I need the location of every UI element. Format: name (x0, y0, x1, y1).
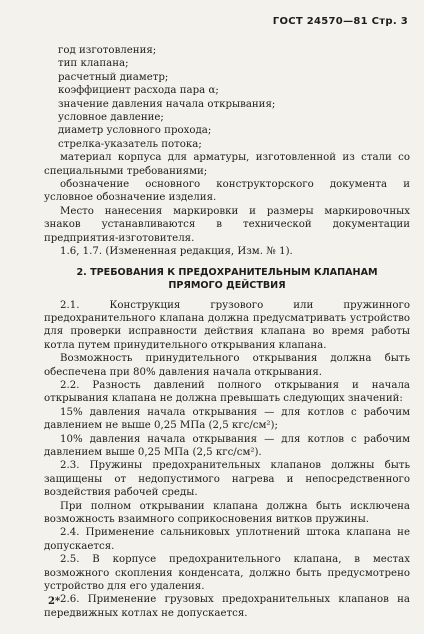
page-footer-mark: 2* (48, 596, 61, 607)
paragraph-2-6: 2.6. Применение грузовых предохранительных клапанов на передвижных котлах не допускается. (44, 594, 410, 619)
list-item: условное давление; (58, 112, 164, 124)
list-item: год изготовления; (58, 45, 157, 56)
list-item: стрелка-указатель потока; (58, 138, 202, 150)
revision-note: 1.6, 1.7. (Измененная редакция, Изм. № 1). (60, 246, 293, 258)
paragraph-2-2a: 15% давления начала открывания — для котлов с рабочим давлением не выше 0,25 МПа (2,5 кгс/см²); (44, 406, 410, 432)
list-item: значение давления начала открывания; (58, 98, 276, 110)
list-item: коэффициент расхода пара α; (58, 85, 219, 97)
list-item: диаметр условного прохода; (58, 125, 212, 137)
list-item: материал корпуса для арматуры, изготовленной из стали со специальными требованиями; (44, 152, 410, 177)
paragraph-marking: Место нанесения маркировки и размеры маркировочных знаков устанавливаются в технической документации предприятия-изготовителя. (44, 205, 410, 244)
paragraph-2-1: 2.1. Конструкция грузового или пружинного предохранительного клапана должна предусматривать устройство для проверки исправности действия клапана во время работы котла путем принудительного открывания клапана. (44, 299, 410, 351)
paragraph-2-3: 2.3. Пружины предохранительных клапанов должны быть защищены от недопустимого нагрева и непосредственного воздействия рабочей среды. (44, 460, 410, 499)
list-item: обозначение основного конструкторского документа и условное обозначение изделия. (44, 179, 410, 204)
paragraph-2-2: 2.2. Разность давлений полного открывания и начала открывания клапана не должна превышать следующих значений: (44, 379, 410, 405)
paragraph-2-3b: При полном открывании клапана должна быть исключена возможность взаимного соприкосновения витков пружины. (44, 500, 410, 525)
paragraph-2-1b: Возможность принудительного открывания должна быть обеспечена при 80% давления начала открывания. (44, 353, 410, 378)
list-item: тип клапана; (58, 58, 129, 70)
paragraph-2-5: 2.5. В корпусе предохранительного клапана, в местах возможного скопления конденсата, должно быть предусмотрено устройство для его удаления. (44, 554, 410, 593)
page-header: ГОСТ 24570—81 Стр. 3 (272, 16, 408, 27)
marking-list (44, 44, 410, 205)
paragraph-2-4: 2.4. Применение сальниковых уплотнений штока клапана не допускается. (44, 527, 410, 552)
section-title: 2. ТРЕБОВАНИЯ К ПРЕДОХРАНИТЕЛЬНЫМ КЛАПАНАМ ПРЯМОГО ДЕЙСТВИЯ (76, 266, 378, 291)
list-item: расчетный диаметр; (58, 71, 169, 83)
paragraph-2-2b: 10% давления начала открывания — для котлов с рабочим давлением выше 0,25 МПа (2,5 кгс/см²). (44, 433, 410, 458)
document-body (44, 44, 410, 620)
